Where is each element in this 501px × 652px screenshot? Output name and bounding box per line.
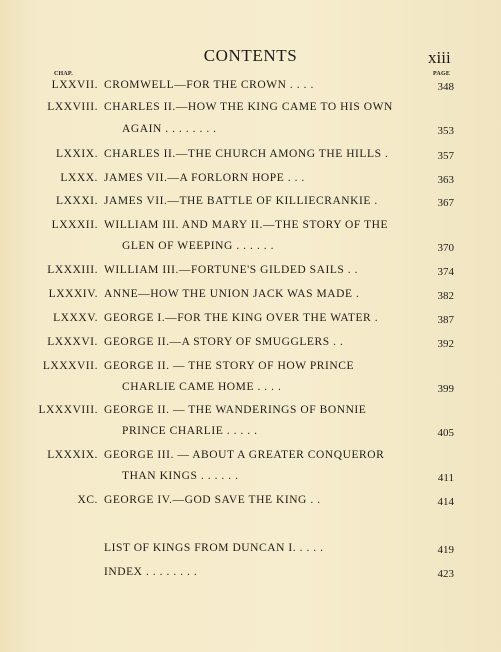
page-ref: 357: [437, 150, 454, 162]
chapter-number: LXXXIV.: [48, 288, 98, 300]
page-ref: 363: [437, 174, 454, 186]
page-number: xiii: [428, 48, 451, 67]
chapter-title: GEORGE IV.—GOD SAVE THE KING . .: [104, 494, 321, 506]
chapter-title-continued: THAN KINGS . . . . . .: [122, 470, 239, 482]
chapter-number: LXXVII.: [51, 79, 98, 91]
page-ref: 374: [437, 266, 454, 278]
chapter-title: GEORGE II. — THE WANDERINGS OF BONNIE: [104, 404, 367, 416]
page-ref: 353: [437, 125, 454, 137]
page-ref: 392: [437, 338, 454, 350]
chapter-title: CHARLES II.—HOW THE KING CAME TO HIS OWN: [104, 101, 393, 113]
page-ref: 399: [437, 383, 454, 395]
chapter-number: LXXXVI.: [47, 336, 98, 348]
chapter-title: GEORGE III. — ABOUT A GREATER CONQUEROR: [104, 449, 385, 461]
chapter-number: LXXXII.: [51, 219, 98, 231]
page-ref: 419: [437, 544, 454, 556]
chapter-title: WILLIAM III.—FORTUNE'S GILDED SAILS . .: [104, 264, 359, 276]
chapter-number: LXXIX.: [56, 148, 98, 160]
chapter-title: ANNE—HOW THE UNION JACK WAS MADE .: [104, 288, 360, 300]
chapter-title: GEORGE II. — THE STORY OF HOW PRINCE: [104, 360, 355, 372]
appendix-entry: INDEX . . . . . . . .: [104, 566, 198, 578]
chapter-number: LXXXV.: [53, 312, 98, 324]
chapter-title: CROMWELL—FOR THE CROWN . . . .: [104, 79, 314, 91]
chapter-column-label: CHAP.: [54, 71, 73, 77]
chapter-title: GEORGE I.—FOR THE KING OVER THE WATER .: [104, 312, 379, 324]
chapter-number: LXXXIII.: [47, 264, 98, 276]
chapter-title: WILLIAM III. AND MARY II.—THE STORY OF THE: [104, 219, 389, 231]
page-column-label: PAGE: [433, 71, 451, 77]
page-ref: 411: [437, 472, 454, 484]
chapter-title-continued: GLEN OF WEEPING . . . . . .: [122, 240, 274, 252]
appendix-entry: LIST OF KINGS FROM DUNCAN I. . . . .: [104, 542, 324, 554]
page-ref: 348: [437, 81, 454, 93]
page-ref: 423: [437, 568, 454, 580]
chapter-number: LXXXVII.: [42, 360, 98, 372]
chapter-title: JAMES VII.—THE BATTLE OF KILLIECRANKIE .: [104, 195, 378, 207]
chapter-number: LXXXI.: [56, 195, 98, 207]
chapter-title-continued: PRINCE CHARLIE . . . . .: [122, 425, 258, 437]
chapter-number: LXXX.: [60, 172, 98, 184]
chapter-title: CHARLES II.—THE CHURCH AMONG THE HILLS .: [104, 148, 389, 160]
page-title: CONTENTS: [203, 46, 298, 65]
page-ref: 382: [437, 290, 454, 302]
page-ref: 370: [437, 242, 454, 254]
chapter-number: XC.: [77, 494, 98, 506]
chapter-number: LXXXVIII.: [38, 404, 98, 416]
chapter-title: GEORGE II.—A STORY OF SMUGGLERS . .: [104, 336, 344, 348]
page-ref: 367: [437, 197, 454, 209]
chapter-title-continued: CHARLIE CAME HOME . . . .: [122, 381, 282, 393]
chapter-number: LXXVIII.: [47, 101, 98, 113]
page-ref: 387: [437, 314, 454, 326]
page-ref: 414: [437, 496, 454, 508]
page-ref: 405: [437, 427, 454, 439]
chapter-title: JAMES VII.—A FORLORN HOPE . . .: [104, 172, 305, 184]
chapter-number: LXXXIX.: [47, 449, 98, 461]
chapter-title-continued: AGAIN . . . . . . . .: [122, 123, 217, 135]
